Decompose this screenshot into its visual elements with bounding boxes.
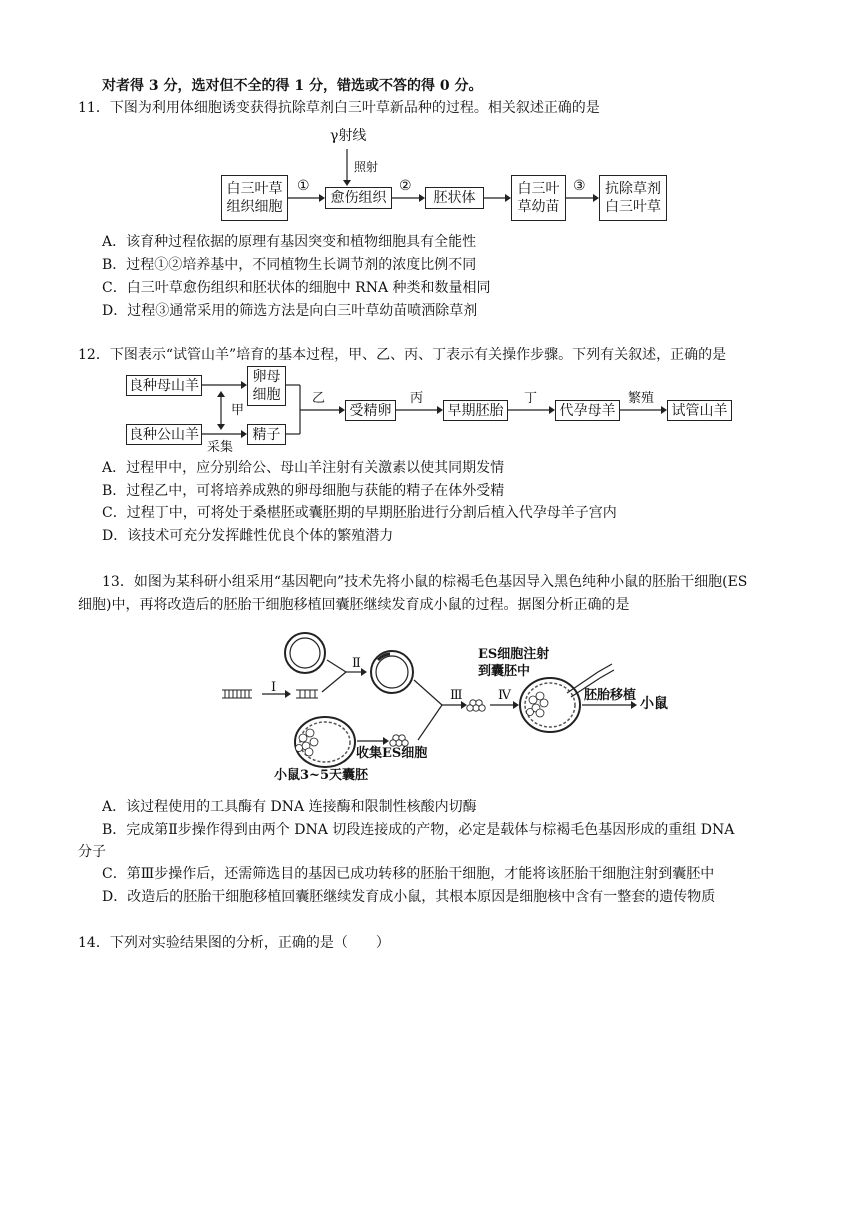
- box-callus-text: 愈伤组织: [330, 190, 387, 206]
- recombinant-plasmid-icon: [371, 651, 413, 693]
- step-bing-label: 丙: [410, 391, 424, 406]
- q13-option-a: A．该过程使用的工具酶有 DNA 连接酶和限制性核酸内切酶: [102, 799, 477, 815]
- step-jia-label: 甲: [231, 403, 245, 418]
- q12-option-d: D．该技术可充分发挥雌性优良个体的繁殖潜力: [102, 528, 394, 544]
- box-embryoid-text: 胚状体: [433, 190, 476, 206]
- collected-es-cells-icon: [390, 735, 408, 746]
- q13-option-b: B．完成第Ⅱ步操作得到由两个 DNA 切段连接成的产物，必定是载体与棕褐毛色基因形成的重组 DNA: [102, 822, 735, 838]
- blastocyst-icon: [520, 678, 580, 732]
- gamma-ray-label: γ射线: [330, 128, 367, 144]
- step-ding-label: 丁: [524, 391, 538, 406]
- q11-stem: 11．下图为利用体细胞诱变获得抗除草剂白三叶草新品种的过程。相关叙述正确的是: [78, 100, 600, 116]
- q13-option-d: D．改造后的胚胎干细胞移植回囊胚继续发育成小鼠，其根本原因是细胞核中含有一整套的遗传物质: [102, 889, 716, 905]
- step-3-roman: Ⅲ: [450, 688, 463, 703]
- box-oocyte-line2: 细胞: [252, 387, 281, 403]
- q11-option-b: B．过程①②培养基中，不同植物生长调节剂的浓度比例不同: [102, 257, 477, 273]
- step-yi-label: 乙: [312, 391, 326, 406]
- breed-label: 繁殖: [628, 391, 655, 406]
- box-seedling-line2: 草幼苗: [517, 199, 560, 215]
- es-injection-label-line1: ES细胞注射: [478, 647, 550, 662]
- box-resistant-line1: 抗除草剂: [605, 181, 661, 197]
- es-injection-label-line2: 到囊胚中: [478, 664, 531, 679]
- q12-option-c: C．过程丁中，可将处于桑椹胚或囊胚期的早期胚胎进行分割后植入代孕母羊子宫内: [102, 505, 617, 521]
- q13-stem-line2: 细胞)中，再将改造后的胚胎干细胞移植回囊胚继续发育成小鼠的过程。据图分析正确的是: [78, 597, 630, 613]
- gene-fragment-icon: [296, 690, 318, 698]
- mouse-label: 小鼠: [640, 696, 668, 712]
- step-4-roman: Ⅳ: [498, 688, 511, 703]
- collect-es-label: 收集ES细胞: [356, 746, 428, 761]
- box-test-tube-goat-text: 试管山羊: [671, 402, 728, 419]
- collect-label: 采集: [207, 440, 234, 455]
- q13-option-b-cont: 分子: [78, 844, 106, 860]
- q13-option-c: C．第Ⅲ步操作后，还需筛选目的基因已成功转移的胚胎干细胞，才能将该胚胎干细胞注射到囊胚中: [102, 866, 715, 882]
- box-oocyte-line1: 卵母: [252, 369, 281, 385]
- plasmid-icon: [285, 633, 325, 673]
- q14-stem: 14．下列对实验结果图的分析，正确的是（ ）: [78, 935, 390, 951]
- q12-option-b: B．过程乙中，可将培养成熟的卵母细胞与获能的精子在体外受精: [102, 483, 505, 499]
- mouse-blastocyst-icon: [295, 717, 355, 767]
- step-2-label: ②: [399, 178, 412, 194]
- q11-option-a: A．该育种过程依据的原理有基因突变和植物细胞具有全能性: [102, 234, 477, 250]
- q13-stem-line1: 13．如图为某科研小组采用“基因靶向”技术先将小鼠的棕褐毛色基因导入黑色纯种小鼠的胚胎干细胞(ES: [102, 574, 748, 590]
- box-female-goat-text: 良种母山羊: [129, 377, 199, 394]
- transplant-label: 胚胎移植: [584, 688, 637, 703]
- scoring-note: 对者得 3 分，选对但不全的得 1 分，错选或不答的得 0 分。: [102, 78, 483, 94]
- irradiate-label: 照射: [354, 160, 379, 174]
- box-male-goat-text: 良种公山羊: [129, 426, 199, 443]
- q12-stem: 12．下图表示“试管山羊”培育的基本过程，甲、乙、丙、丁表示有关操作步骤。下列有关叙述，正确的是: [78, 347, 727, 363]
- step-1-label: ①: [297, 178, 310, 194]
- q11-option-d: D．过程③通常采用的筛选方法是向白三叶草幼苗喷洒除草剂: [102, 303, 478, 319]
- box-surrogate-text: 代孕母羊: [559, 402, 616, 419]
- step-3-label: ③: [573, 178, 586, 194]
- q12-option-a: A．过程甲中，应分别给公、母山羊注射有关激素以使其同期发情: [102, 460, 505, 476]
- box-tissue-cells-line2: 组织细胞: [226, 199, 283, 215]
- box-sperm-text: 精子: [252, 426, 281, 443]
- step-2-roman: Ⅱ: [352, 656, 361, 671]
- step-1-roman: Ⅰ: [271, 680, 277, 695]
- box-tissue-cells-line1: 白三叶草: [226, 181, 283, 197]
- mouse-blastocyst-label: 小鼠3~5天囊胚: [274, 768, 368, 783]
- box-early-embryo-text: 早期胚胎: [447, 402, 504, 419]
- dna-segment-icon: [222, 690, 252, 698]
- q11-option-c: C．白三叶草愈伤组织和胚状体的细胞中 RNA 种类和数量相同: [102, 280, 491, 296]
- es-cells-cluster-icon: [467, 700, 485, 711]
- box-fertilized-egg-text: 受精卵: [349, 402, 392, 419]
- box-resistant-line2: 白三叶草: [605, 199, 661, 215]
- box-seedling-line1: 白三叶: [517, 181, 560, 197]
